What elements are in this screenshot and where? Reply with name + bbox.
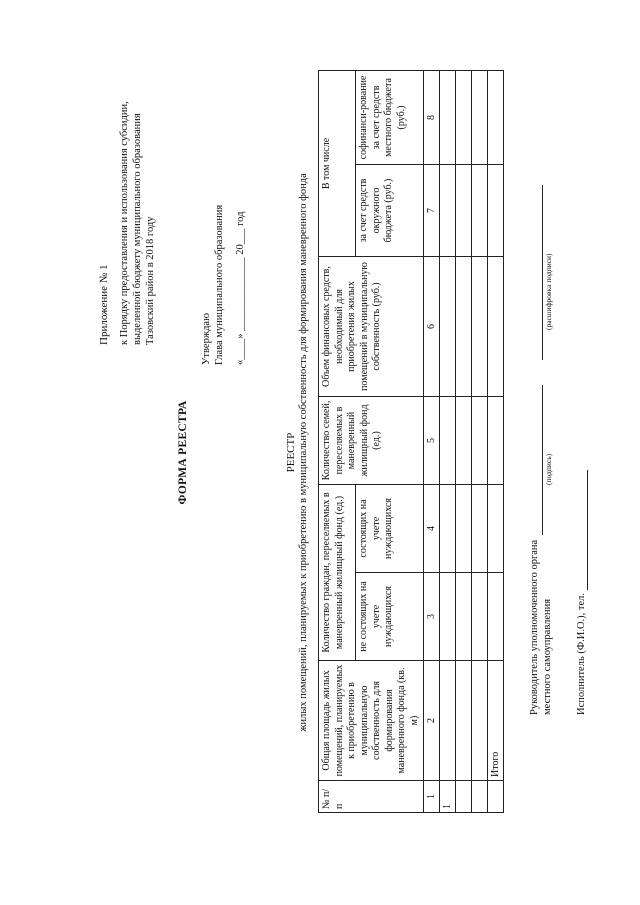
column-number: 4	[424, 485, 440, 573]
header-num: № п/п	[319, 781, 424, 813]
table-cell	[488, 397, 504, 485]
table-cell	[440, 661, 456, 781]
registry-title: РЕЕСТР	[285, 432, 297, 473]
approval-date-line: «____» ______________ 20___ год	[235, 211, 247, 365]
column-number: 2	[424, 661, 440, 781]
appendix-line: выделенной бюджету муниципального образования	[132, 113, 144, 345]
header-families: Количество семей, переселяемых в маневренный жилищный фонд (ед.)	[319, 397, 424, 485]
header-citizens: Количество граждан, переселяемых в маневренный жилищный фонд (ед.)	[319, 485, 356, 661]
appendix-label: Приложение № 1	[98, 264, 110, 345]
column-number-row	[424, 70, 440, 812]
table-cell	[456, 397, 472, 485]
header-not-registered: не состоящих на учете нуждающихся	[356, 573, 424, 661]
table-cell	[456, 165, 472, 257]
signatory-title: Руководитель уполномоченного органа	[529, 539, 540, 715]
registry-table	[318, 70, 504, 813]
table-cell	[440, 573, 456, 661]
header-registered: состоящих на учете нуждающихся	[356, 485, 424, 573]
table-cell	[472, 70, 488, 164]
approval-head: Глава муниципального образования	[214, 204, 226, 365]
column-number: 8	[424, 70, 440, 164]
registry-subtitle: жилых помещений, планируемых к приобретению в муниципальную собственность для формирования маневренного фонда	[298, 173, 309, 732]
executor-line	[575, 470, 588, 715]
table-cell	[456, 573, 472, 661]
column-number: 6	[424, 257, 440, 397]
total-label: Итого	[488, 661, 504, 781]
table-row	[472, 70, 488, 812]
table-cell	[440, 257, 456, 397]
approval-block	[200, 115, 247, 365]
table-cell	[488, 485, 504, 573]
table-cell	[440, 485, 456, 573]
table-header-row	[319, 70, 356, 812]
row-number: 1	[440, 781, 456, 813]
signature-decoding-line	[542, 185, 543, 360]
appendix-reference	[118, 45, 157, 345]
column-number: 5	[424, 397, 440, 485]
signature-decoding-caption: (расшифровка подписи)	[544, 253, 553, 330]
table-cell	[440, 165, 456, 257]
column-number: 7	[424, 165, 440, 257]
form-title: ФОРМА РЕЕСТРА	[177, 400, 189, 505]
table-cell	[440, 397, 456, 485]
table-row	[440, 70, 456, 812]
table-cell	[472, 573, 488, 661]
table-cell	[472, 165, 488, 257]
approval-label: Утверждаю	[201, 313, 212, 365]
header-district-budget: за счет средств окружного бюджета (руб.)	[356, 165, 424, 257]
header-cofinancing: софинанси-рование за счет средств местного бюджета (руб.)	[356, 70, 424, 164]
table-cell	[472, 485, 488, 573]
table-cell	[440, 70, 456, 164]
appendix-line: Тазовский район в 2018 году	[145, 216, 157, 345]
table-cell	[456, 781, 472, 813]
header-area: Общая площадь жилых помещений, планируемых к приобретению в муниципальную собственность для формирования маневренного фонда (кв. м)	[319, 661, 424, 781]
table-cell	[456, 257, 472, 397]
table-cell	[488, 70, 504, 164]
table-row	[456, 70, 472, 812]
header-funds: Объем финансовых средств, необходимый для приобретения жилых помещений в муниципальную собственность (руб.)	[319, 257, 424, 397]
header-including: В том числе	[319, 70, 356, 256]
table-cell	[456, 70, 472, 164]
table-cell	[488, 781, 504, 813]
signature-caption: (подпись)	[544, 453, 553, 485]
total-row	[488, 70, 504, 812]
table-cell	[472, 781, 488, 813]
executor-label: Исполнитель (Ф.И.О.), тел.	[576, 592, 587, 715]
table-cell	[488, 573, 504, 661]
table-cell	[472, 257, 488, 397]
signatory-title: местного самоуправления	[542, 598, 554, 715]
table-cell	[456, 661, 472, 781]
executor-underline	[587, 470, 588, 590]
signature-line	[542, 385, 543, 535]
table-cell	[472, 661, 488, 781]
column-number: 1	[424, 781, 440, 813]
column-number: 3	[424, 573, 440, 661]
table-cell	[472, 397, 488, 485]
appendix-line: к Порядку предоставления и использования субсидии,	[119, 101, 130, 345]
table-cell	[488, 165, 504, 257]
table-cell	[488, 257, 504, 397]
table-cell	[456, 485, 472, 573]
